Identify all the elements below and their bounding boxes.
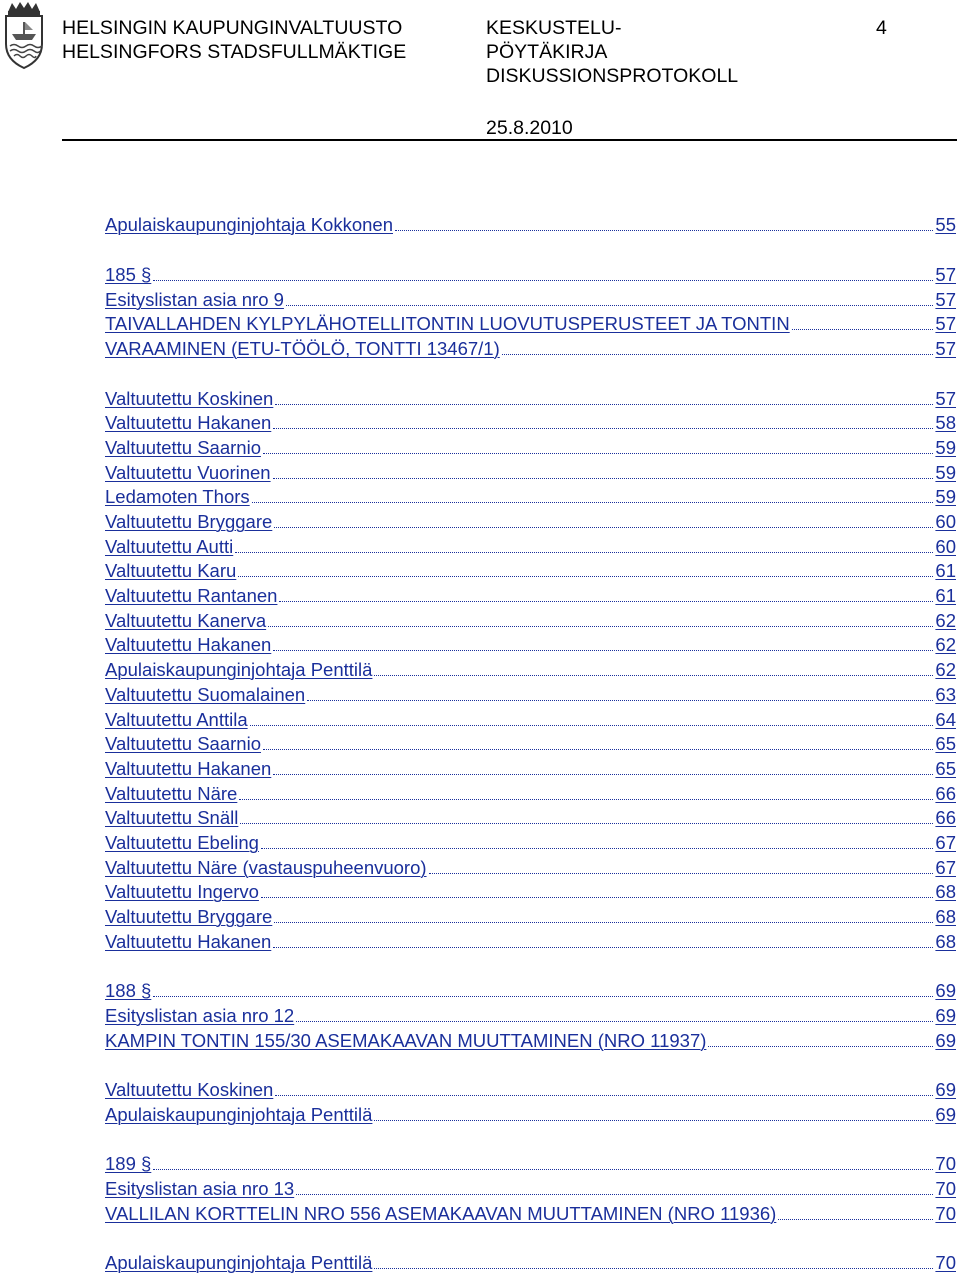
toc-leader-dots bbox=[239, 798, 933, 800]
toc-entry-label: Valtuutettu Vuorinen bbox=[105, 462, 271, 483]
toc-entry-page: 62 bbox=[935, 659, 956, 680]
toc-entry-page: 57 bbox=[935, 264, 956, 285]
toc-entry-page: 61 bbox=[935, 585, 956, 606]
toc-leader-dots bbox=[273, 649, 933, 651]
toc-entry-page: 59 bbox=[935, 437, 956, 458]
toc-entry-label: Valtuutettu Näre (vastauspuheenvuoro) bbox=[105, 857, 427, 878]
toc-leader-dots bbox=[275, 1094, 933, 1096]
toc-entry-page: 69 bbox=[935, 1005, 956, 1026]
toc-leader-dots bbox=[238, 575, 933, 577]
toc-entry-label: Esityslistan asia nro 12 bbox=[105, 1005, 295, 1026]
toc-entry-label: Valtuutettu Hakanen bbox=[105, 931, 272, 952]
toc-leader-dots bbox=[374, 1119, 933, 1121]
header-org-fi: HELSINGIN KAUPUNGINVALTUUSTO bbox=[62, 17, 403, 39]
toc-entry-label: Valtuutettu Saarnio bbox=[105, 437, 261, 458]
toc-leader-dots bbox=[153, 1168, 933, 1170]
toc-entry[interactable] bbox=[105, 1151, 956, 1175]
toc-entry-label: Valtuutettu Karu bbox=[105, 560, 237, 581]
toc-leader-dots bbox=[429, 872, 934, 874]
toc-entry-page: 60 bbox=[935, 511, 956, 532]
toc-entry[interactable] bbox=[105, 978, 956, 1002]
toc-entry-label: Valtuutettu Anttila bbox=[105, 709, 248, 730]
toc-entry-page: 64 bbox=[935, 709, 956, 730]
toc-leader-dots bbox=[273, 773, 933, 775]
toc-entry[interactable] bbox=[105, 534, 956, 558]
toc-leader-dots bbox=[273, 427, 933, 429]
toc-entry-page: 57 bbox=[935, 313, 956, 334]
toc-entry[interactable] bbox=[105, 1102, 956, 1126]
toc-entry[interactable] bbox=[105, 632, 956, 656]
toc-entry-label: Valtuutettu Suomalainen bbox=[105, 684, 306, 705]
toc-entry-label: VARAAMINEN (ETU-TÖÖLÖ, TONTTI 13467/1) bbox=[105, 338, 500, 359]
toc-entry-label: Valtuutettu Koskinen bbox=[105, 388, 274, 409]
toc-entry[interactable] bbox=[105, 657, 956, 681]
toc-entry-label: Valtuutettu Bryggare bbox=[105, 511, 273, 532]
toc-entry-label: Valtuutettu Snäll bbox=[105, 807, 239, 828]
toc-entry-label: Ledamoten Thors bbox=[105, 486, 250, 507]
toc-entry-page: 57 bbox=[935, 388, 956, 409]
city-crest-icon bbox=[2, 0, 46, 72]
toc-entry-label: Valtuutettu Bryggare bbox=[105, 906, 273, 927]
toc-entry-page: 70 bbox=[935, 1252, 956, 1273]
toc-leader-dots bbox=[792, 328, 934, 330]
toc-leader-dots bbox=[263, 452, 933, 454]
toc-entry[interactable] bbox=[105, 1176, 956, 1200]
toc-leader-dots bbox=[268, 625, 933, 627]
toc-entry-label: 188 § bbox=[105, 980, 152, 1001]
toc-entry-label: TAIVALLAHDEN KYLPYLÄHOTELLITONTIN LUOVUTUSPERUSTEET JA TONTIN bbox=[105, 313, 790, 334]
toc-entry-page: 55 bbox=[935, 214, 956, 235]
toc-entry[interactable] bbox=[105, 262, 956, 286]
toc-entry-label: Esityslistan asia nro 13 bbox=[105, 1178, 295, 1199]
toc-leader-dots bbox=[374, 1267, 933, 1269]
toc-leader-dots bbox=[273, 477, 934, 479]
toc-entry-page: 65 bbox=[935, 733, 956, 754]
toc-entry-page: 67 bbox=[935, 857, 956, 878]
toc-entry-page: 63 bbox=[935, 684, 956, 705]
toc-entry[interactable] bbox=[105, 386, 956, 410]
toc-leader-dots bbox=[502, 353, 934, 355]
toc-leader-dots bbox=[153, 995, 933, 997]
toc-entry[interactable] bbox=[105, 707, 956, 731]
toc-leader-dots bbox=[286, 304, 934, 306]
toc-entry[interactable] bbox=[105, 435, 956, 459]
toc-entry[interactable] bbox=[105, 583, 956, 607]
toc-entry-label: Apulaiskaupunginjohtaja Penttilä bbox=[105, 1104, 373, 1125]
toc-entry[interactable] bbox=[105, 830, 956, 854]
toc-leader-dots bbox=[274, 526, 933, 528]
toc-entry-page: 69 bbox=[935, 980, 956, 1001]
toc-leader-dots bbox=[296, 1193, 933, 1195]
document-date: 25.8.2010 bbox=[486, 117, 573, 139]
toc-entry-page: 70 bbox=[935, 1178, 956, 1199]
toc-entry[interactable] bbox=[105, 1201, 956, 1225]
toc-entry-page: 59 bbox=[935, 486, 956, 507]
toc-entry[interactable] bbox=[105, 1250, 956, 1274]
toc-leader-dots bbox=[395, 229, 933, 231]
toc-entry[interactable] bbox=[105, 558, 956, 582]
toc-entry[interactable] bbox=[105, 336, 956, 360]
toc-entry-label: Valtuutettu Rantanen bbox=[105, 585, 278, 606]
toc-entry-label: Valtuutettu Saarnio bbox=[105, 733, 261, 754]
toc-entry-label: Apulaiskaupunginjohtaja Kokkonen bbox=[105, 214, 393, 235]
toc-entry-label: Valtuutettu Kanerva bbox=[105, 610, 267, 631]
toc-entry-page: 67 bbox=[935, 832, 956, 853]
toc-entry[interactable] bbox=[105, 1003, 956, 1027]
toc-leader-dots bbox=[235, 551, 933, 553]
toc-entry-page: 68 bbox=[935, 906, 956, 927]
toc-entry[interactable] bbox=[105, 509, 956, 533]
toc-entry[interactable] bbox=[105, 731, 956, 755]
toc-leader-dots bbox=[279, 600, 933, 602]
toc-entry[interactable] bbox=[105, 484, 956, 508]
toc-entry-label: Valtuutettu Koskinen bbox=[105, 1079, 274, 1100]
toc-entry-page: 66 bbox=[935, 783, 956, 804]
toc-entry-page: 62 bbox=[935, 634, 956, 655]
toc-entry-page: 69 bbox=[935, 1079, 956, 1100]
toc-entry-label: KAMPIN TONTIN 155/30 ASEMAKAAVAN MUUTTAMINEN (NRO 11937) bbox=[105, 1030, 707, 1051]
header-divider bbox=[62, 139, 957, 141]
toc-entry[interactable] bbox=[105, 682, 956, 706]
toc-entry-label: VALLILAN KORTTELIN NRO 556 ASEMAKAAVAN MUUTTAMINEN (NRO 11936) bbox=[105, 1203, 777, 1224]
toc-entry[interactable] bbox=[105, 608, 956, 632]
toc-entry-page: 70 bbox=[935, 1153, 956, 1174]
toc-entry[interactable] bbox=[105, 1077, 956, 1101]
toc-leader-dots bbox=[275, 403, 933, 405]
toc-entry[interactable] bbox=[105, 212, 956, 236]
toc-entry-page: 66 bbox=[935, 807, 956, 828]
toc-entry[interactable] bbox=[105, 410, 956, 434]
toc-entry-page: 70 bbox=[935, 1203, 956, 1224]
toc-entry-page: 69 bbox=[935, 1104, 956, 1125]
toc-entry-page: 57 bbox=[935, 289, 956, 310]
toc-entry-page: 68 bbox=[935, 931, 956, 952]
page-number: 4 bbox=[876, 17, 887, 39]
toc-entry[interactable] bbox=[105, 855, 956, 879]
toc-entry-page: 68 bbox=[935, 881, 956, 902]
toc-entry[interactable] bbox=[105, 879, 956, 903]
toc-leader-dots bbox=[153, 279, 933, 281]
toc-entry-page: 60 bbox=[935, 536, 956, 557]
header-doc-type-1: KESKUSTELU- bbox=[486, 17, 622, 39]
toc-leader-dots bbox=[708, 1045, 933, 1047]
toc-leader-dots bbox=[261, 847, 933, 849]
toc-leader-dots bbox=[307, 699, 933, 701]
toc-entry[interactable] bbox=[105, 756, 956, 780]
toc-leader-dots bbox=[252, 501, 934, 503]
header-doc-type-3: DISKUSSIONSPROTOKOLL bbox=[486, 65, 739, 87]
toc-entry-label: Esityslistan asia nro 9 bbox=[105, 289, 284, 310]
toc-entry-page: 65 bbox=[935, 758, 956, 779]
toc-leader-dots bbox=[261, 896, 933, 898]
toc-entry[interactable] bbox=[105, 460, 956, 484]
toc-entry[interactable] bbox=[105, 904, 956, 928]
toc-entry-label: 185 § bbox=[105, 264, 152, 285]
toc-entry[interactable] bbox=[105, 929, 956, 953]
toc-entry-label: Valtuutettu Näre bbox=[105, 783, 238, 804]
header-org-sv: HELSINGFORS STADSFULLMÄKTIGE bbox=[62, 41, 407, 63]
toc-leader-dots bbox=[296, 1020, 933, 1022]
toc-entry-page: 61 bbox=[935, 560, 956, 581]
toc-entry-page: 57 bbox=[935, 338, 956, 359]
header-doc-type-2: PÖYTÄKIRJA bbox=[486, 41, 608, 63]
toc-entry-label: Apulaiskaupunginjohtaja Penttilä bbox=[105, 1252, 373, 1273]
toc-entry-label: Valtuutettu Hakanen bbox=[105, 634, 272, 655]
toc-entry-page: 69 bbox=[935, 1030, 956, 1051]
toc-entry-label: 189 § bbox=[105, 1153, 152, 1174]
toc-entry-page: 59 bbox=[935, 462, 956, 483]
toc-leader-dots bbox=[273, 946, 933, 948]
toc-leader-dots bbox=[374, 674, 933, 676]
toc-entry-label: Valtuutettu Ebeling bbox=[105, 832, 259, 853]
toc-entry-page: 62 bbox=[935, 610, 956, 631]
toc-entry[interactable] bbox=[105, 311, 956, 335]
toc-entry-label: Apulaiskaupunginjohtaja Penttilä bbox=[105, 659, 373, 680]
toc-leader-dots bbox=[274, 921, 933, 923]
toc-entry-label: Valtuutettu Autti bbox=[105, 536, 234, 557]
toc-leader-dots bbox=[778, 1218, 933, 1220]
toc-entry-page: 58 bbox=[935, 412, 956, 433]
toc-entry-label: Valtuutettu Ingervo bbox=[105, 881, 259, 902]
toc-leader-dots bbox=[240, 822, 933, 824]
toc-entry[interactable] bbox=[105, 287, 956, 311]
toc-entry[interactable] bbox=[105, 805, 956, 829]
toc-leader-dots bbox=[263, 748, 933, 750]
toc-entry[interactable] bbox=[105, 781, 956, 805]
toc-entry-label: Valtuutettu Hakanen bbox=[105, 758, 272, 779]
toc-entry-label: Valtuutettu Hakanen bbox=[105, 412, 272, 433]
toc-leader-dots bbox=[250, 724, 934, 726]
toc-entry[interactable] bbox=[105, 1028, 956, 1052]
